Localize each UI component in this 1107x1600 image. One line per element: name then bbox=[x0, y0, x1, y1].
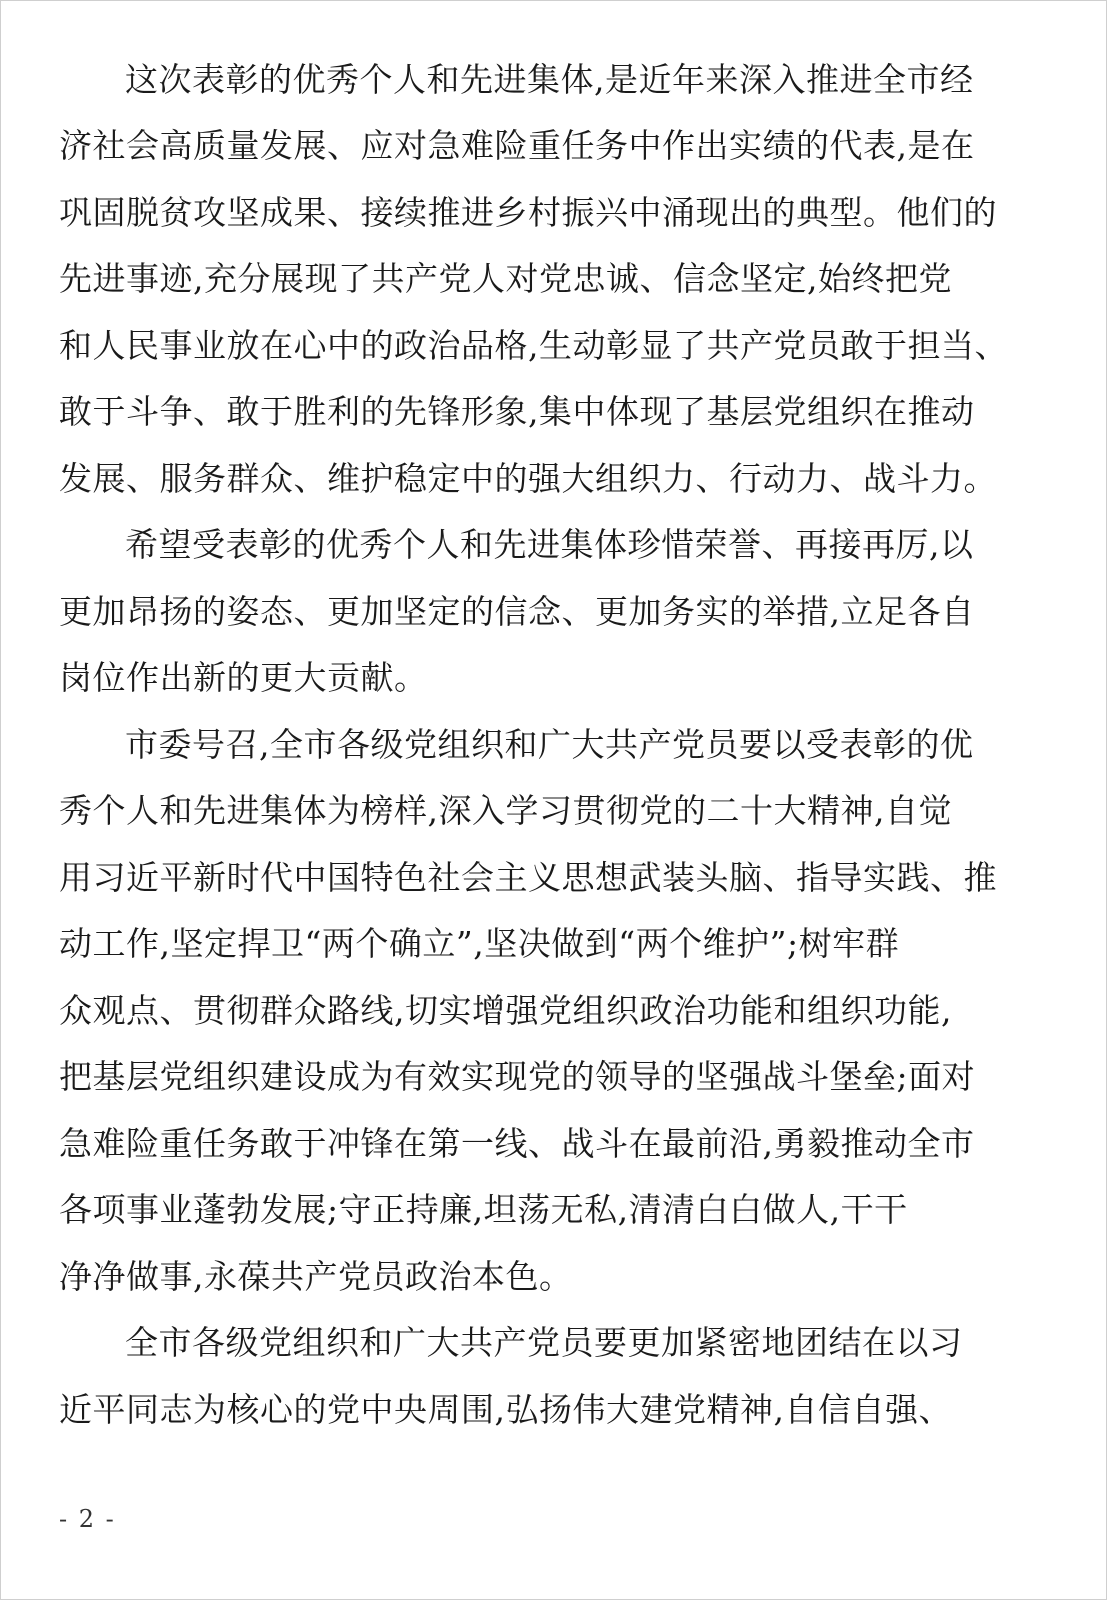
page-number: - 2 - bbox=[59, 1505, 116, 1533]
paragraph-1-line-1: 这次表彰的优秀个人和先进集体,是近年来深入推进全市经 bbox=[125, 60, 974, 99]
paragraph-1-line-3: 巩固脱贫攻坚成果、接续推进乡村振兴中涌现出的典型。他们的 bbox=[59, 193, 997, 232]
paragraph-3-line-6: 把基层党组织建设成为有效实现党的领导的坚强战斗堡垒;面对 bbox=[59, 1057, 976, 1096]
paragraph-1-line-5: 和人民事业放在心中的政治品格,生动彰显了共产党员敢于担当、 bbox=[59, 326, 1008, 365]
paragraph-4-line-1: 全市各级党组织和广大共产党员要更加紧密地团结在以习 bbox=[125, 1323, 963, 1362]
paragraph-3-line-2: 秀个人和先进集体为榜样,深入学习贯彻党的二十大精神,自觉 bbox=[59, 791, 952, 830]
paragraph-1-line-6: 敢于斗争、敢于胜利的先锋形象,集中体现了基层党组织在推动 bbox=[59, 392, 975, 431]
paragraph-1-line-2: 济社会高质量发展、应对急难险重任务中作出实绩的代表,是在 bbox=[59, 126, 975, 165]
paragraph-3-line-9: 净净做事,永葆共产党员政治本色。 bbox=[59, 1257, 573, 1296]
paragraph-3-line-4: 动工作,坚定捍卫“两个确立”,坚决做到“两个维护”;树牢群 bbox=[59, 924, 900, 963]
paragraph-1-line-4: 先进事迹,充分展现了共产党人对党忠诚、信念坚定,始终把党 bbox=[59, 259, 952, 298]
paragraph-3-line-5: 众观点、贯彻群众路线,切实增强党组织政治功能和组织功能, bbox=[59, 991, 952, 1030]
paragraph-2-line-1: 希望受表彰的优秀个人和先进集体珍惜荣誉、再接再厉,以 bbox=[125, 525, 974, 564]
paragraph-1-line-7: 发展、服务群众、维护稳定中的强大组织力、行动力、战斗力。 bbox=[59, 459, 997, 498]
paragraph-2-line-3: 岗位作出新的更大贡献。 bbox=[59, 658, 428, 697]
paragraph-4-line-2: 近平同志为核心的党中央周围,弘扬伟大建党精神,自信自强、 bbox=[59, 1390, 952, 1429]
paragraph-3-line-1: 市委号召,全市各级党组织和广大共产党员要以受表彰的优 bbox=[125, 725, 974, 764]
paragraph-3-line-8: 各项事业蓬勃发展;守正持廉,坦荡无私,清清白白做人,干干 bbox=[59, 1190, 908, 1229]
paragraph-3-line-7: 急难险重任务敢于冲锋在第一线、战斗在最前沿,勇毅推动全市 bbox=[59, 1124, 975, 1163]
paragraph-3-line-3: 用习近平新时代中国特色社会主义思想武装头脑、指导实践、推 bbox=[59, 858, 997, 897]
paragraph-2-line-2: 更加昂扬的姿态、更加坚定的信念、更加务实的举措,立足各自 bbox=[59, 592, 975, 631]
